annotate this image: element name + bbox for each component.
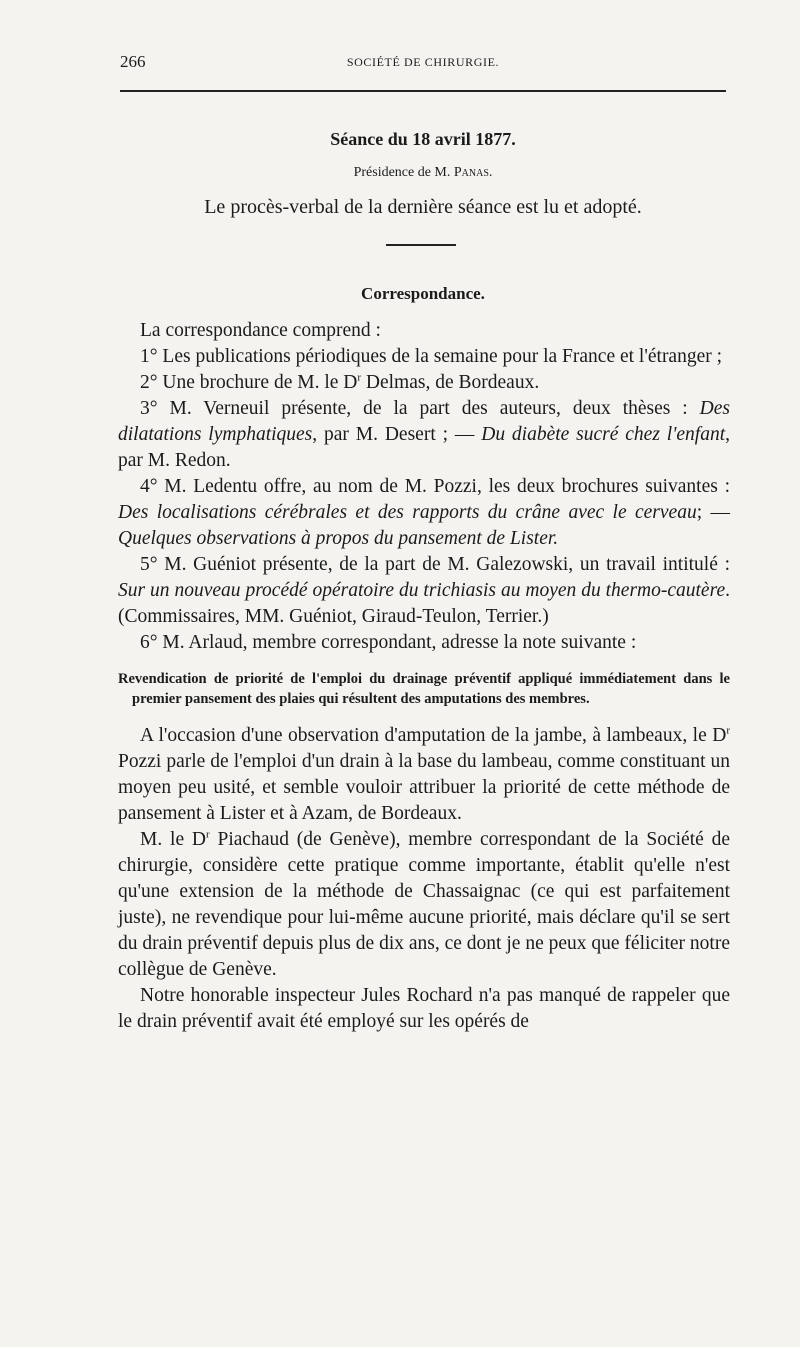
p2-text: M. le D: [140, 829, 207, 850]
item2-sup: r: [357, 371, 362, 384]
paragraph-3: Notre honorable inspecteur Jules Rochard n'a pas manqué de rappeler que le drain préventif avait été employé sur les opérés de: [118, 985, 730, 1032]
president-name: Panas.: [453, 165, 493, 180]
item3-text-mid: , par M. Desert ; —: [312, 424, 482, 445]
item5-text: 5° M. Guéniot présente, de la part de M. Galezowski, un travail intitulé :: [140, 554, 730, 575]
item2-text: 2° Une brochure de M. le D: [140, 372, 358, 393]
paragraph-1: [118, 723, 730, 827]
item4-text-mid: ; —: [696, 502, 730, 523]
item3-text-end: , par M. Redon.: [118, 424, 730, 471]
item5-title: Sur un nouveau procédé opératoire du trichiasis au moyen du thermo-cautère: [118, 580, 726, 601]
item3-title-2: Du diabète sucré chez l'enfant: [481, 424, 726, 445]
p2-text-end: Piachaud (de Genève), membre correspondant de la Société de chirurgie, considère cette pratique comme importante, établit qu'elle n'est qu'une extension de la méthode de Chassaignac (ce qui est parfaitement juste), ne revendique pour lui-même aucune priorité, mais déclare qu'il se sert du drain préventif depuis plus de dix ans, ce dont je ne peux que féliciter notre collègue de Genève.: [118, 829, 730, 980]
correspondance-item-3: [118, 396, 730, 474]
item4-title-1: Des localisations cérébrales et des rapports du crâne avec le cerveau: [118, 502, 697, 523]
correspondance-intro: La correspondance comprend :: [140, 320, 381, 341]
item3-text: 3° M. Verneuil présente, de la part des auteurs, deux thèses :: [140, 398, 700, 419]
item5-text-end: . (Commissaires, MM. Guéniot, Giraud-Teulon, Terrier.): [118, 580, 730, 627]
seance-title: Séance du 18 avril 1877.: [330, 129, 516, 149]
p2-sup: r: [206, 828, 210, 841]
item4-title-2: Quelques observations à propos du pansement de Lister.: [118, 528, 559, 549]
correspondance-item-1: 1° Les publications périodiques de la semaine pour la France et l'étranger ;: [140, 346, 723, 367]
correspondance-heading: Correspondance.: [361, 284, 485, 303]
proces-verbal-line: Le procès-verbal de la dernière séance est lu et adopté.: [204, 196, 642, 218]
item4-text: 4° M. Ledentu offre, au nom de M. Pozzi, les deux brochures suivantes :: [140, 476, 730, 497]
paragraph-2: [118, 827, 730, 983]
correspondance-item-4: [118, 474, 730, 552]
p1-text-end: Pozzi parle de l'emploi d'un drain à la base du lambeau, comme constituant un moyen peu usité, et semble vouloir attribuer la priorité de cette méthode de pansement à Lister et à Azam, de Bordeaux.: [118, 751, 730, 824]
revendication-text: Revendication de priorité de l'emploi du drainage préventif appliqué immédiatement dans le premier pansement des plaies qui résultent des amputations des membres.: [118, 671, 730, 707]
page-header: [120, 52, 726, 82]
p1-sup: r: [726, 724, 730, 737]
body-text: [118, 318, 730, 1035]
presidence-prefix: Présidence de M.: [353, 165, 454, 180]
item3-title-1: Des dilatations lymphatiques: [118, 398, 730, 445]
running-title: SOCIÉTÉ DE CHIRURGIE.: [346, 55, 500, 69]
correspondance-item-6: 6° M. Arlaud, membre correspondant, adresse la note suivante :: [140, 632, 637, 653]
revendication-heading: [118, 669, 730, 709]
item2-text-end: Delmas, de Bordeaux.: [361, 372, 540, 393]
presidence-line: [120, 165, 726, 181]
correspondance-item-2: [118, 370, 730, 396]
section-divider: [386, 244, 456, 246]
correspondance-item-5: [118, 552, 730, 630]
page-number: 266: [120, 52, 146, 71]
p1-text: A l'occasion d'une observation d'amputation de la jambe, à lambeaux, le D: [140, 725, 727, 746]
header-rule: [120, 90, 726, 92]
